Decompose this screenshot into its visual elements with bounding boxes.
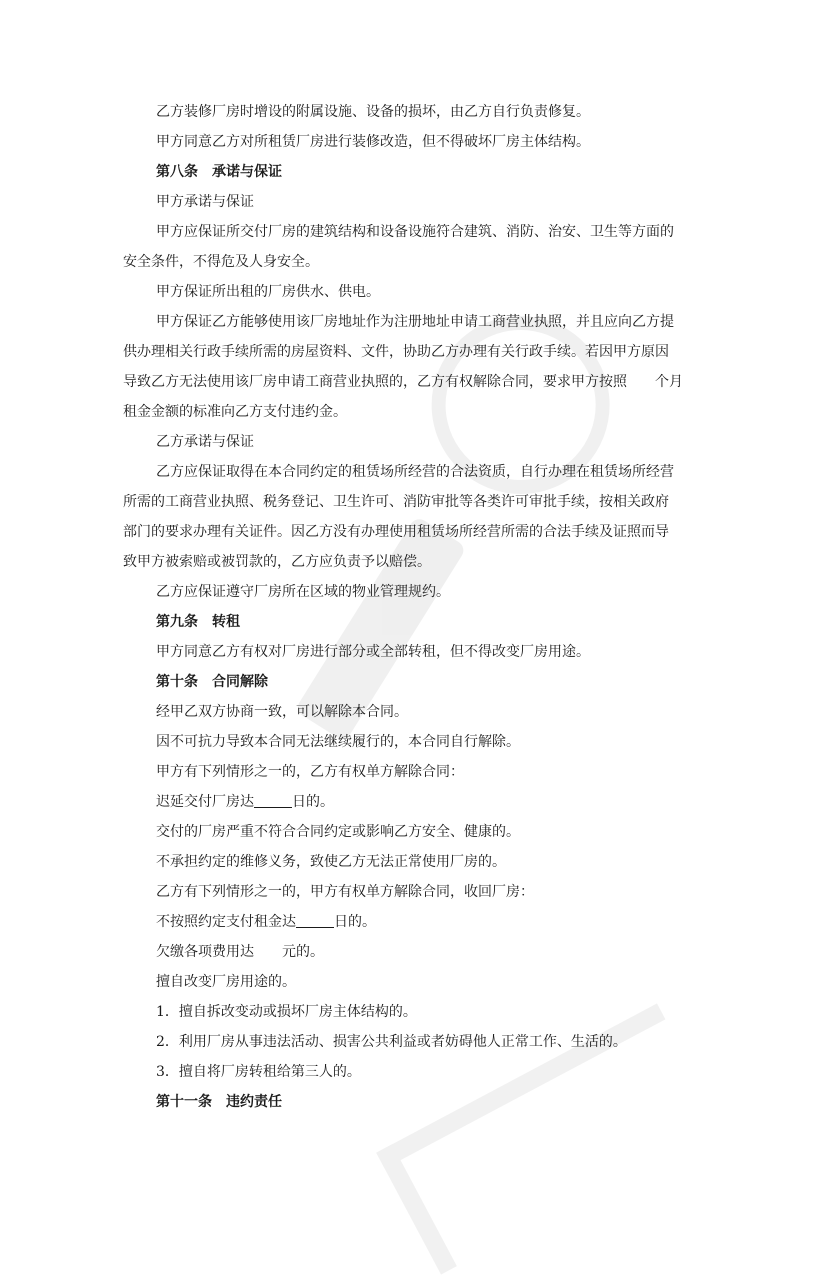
paragraph: 甲方同意乙方对所租赁厂房进行装修改造，但不得破坏厂房主体结构。 — [156, 134, 590, 150]
paragraph-line: 甲方保证乙方能够使用该厂房地址作为注册地址申请工商营业执照，并且应向乙方提 — [156, 314, 674, 330]
list-item: 3．擅自将厂房转租给第三人的。 — [156, 1064, 361, 1080]
article-heading-8: 第八条 承诺与保证 — [156, 164, 282, 180]
paragraph-line: 乙方应保证取得在本合同约定的租赁场所经营的合法资质，自行办理在租赁场所经营 — [156, 464, 674, 480]
paragraph: 不承担约定的维修义务，致使乙方无法正常使用厂房的。 — [156, 854, 506, 870]
paragraph-line: 甲方应保证所交付厂房的建筑结构和设备设施符合建筑、消防、治安、卫生等方面的 — [156, 224, 674, 240]
paragraph — [123, 907, 713, 937]
paragraph-line: 供办理相关行政手续所需的房屋资料、文件，协助乙方办理有关行政手续。若因甲方原因 — [123, 344, 669, 360]
article-heading-10: 第十条 合同解除 — [156, 674, 268, 690]
document-body — [123, 97, 713, 1117]
paragraph-line: 租金金额的标准向乙方支付违约金。 — [123, 404, 347, 420]
text-run: 迟延交付厂房达 — [156, 794, 254, 810]
text-run: 日的。 — [334, 914, 376, 930]
text-run: 欠缴各项费用达 — [156, 944, 254, 960]
text-run: 元的。 — [282, 944, 324, 960]
paragraph: 甲方有下列情形之一的，乙方有权单方解除合同： — [156, 764, 464, 780]
list-item: 1．擅自拆改变动或损坏厂房主体结构的。 — [156, 1004, 417, 1020]
text-run: 日的。 — [292, 794, 334, 810]
text-run: 个月 — [655, 374, 683, 390]
paragraph: 甲方承诺与保证 — [156, 194, 254, 210]
paragraph: 经甲乙双方协商一致，可以解除本合同。 — [156, 704, 408, 720]
text-run: 导致乙方无法使用该厂房申请工商营业执照的，乙方有权解除合同，要求甲方按照 — [123, 374, 627, 390]
paragraph-line: 安全条件，不得危及人身安全。 — [123, 254, 319, 270]
paragraph: 乙方应保证遵守厂房所在区域的物业管理规约。 — [156, 584, 450, 600]
paragraph: 交付的厂房严重不符合合同约定或影响乙方安全、健康的。 — [156, 824, 520, 840]
article-heading-11: 第十一条 违约责任 — [156, 1094, 282, 1110]
paragraph-line — [123, 367, 713, 397]
paragraph: 擅自改变厂房用途的。 — [156, 974, 296, 990]
paragraph — [123, 937, 713, 967]
text-run: 不按照约定支付租金达 — [156, 914, 296, 930]
paragraph: 甲方保证所出租的厂房供水、供电。 — [156, 284, 380, 300]
fill-in-blank — [296, 913, 334, 928]
paragraph — [123, 787, 713, 817]
paragraph: 乙方有下列情形之一的，甲方有权单方解除合同，收回厂房： — [156, 884, 534, 900]
fill-in-blank — [254, 793, 292, 808]
paragraph-line: 部门的要求办理有关证件。因乙方没有办理使用租赁场所经营所需的合法手续及证照而导 — [123, 524, 669, 540]
paragraph: 乙方承诺与保证 — [156, 434, 254, 450]
paragraph: 甲方同意乙方有权对厂房进行部分或全部转租，但不得改变厂房用途。 — [156, 644, 590, 660]
list-item: 2．利用厂房从事违法活动、损害公共利益或者妨碍他人正常工作、生活的。 — [156, 1034, 627, 1050]
paragraph-line: 所需的工商营业执照、税务登记、卫生许可、消防审批等各类许可审批手续，按相关政府 — [123, 494, 669, 510]
paragraph-line: 致甲方被索赔或被罚款的，乙方应负责予以赔偿。 — [123, 554, 431, 570]
paragraph: 因不可抗力导致本合同无法继续履行的，本合同自行解除。 — [156, 734, 520, 750]
article-heading-9: 第九条 转租 — [156, 614, 240, 630]
paragraph: 乙方装修厂房时增设的附属设施、设备的损坏，由乙方自行负责修复。 — [156, 104, 590, 120]
